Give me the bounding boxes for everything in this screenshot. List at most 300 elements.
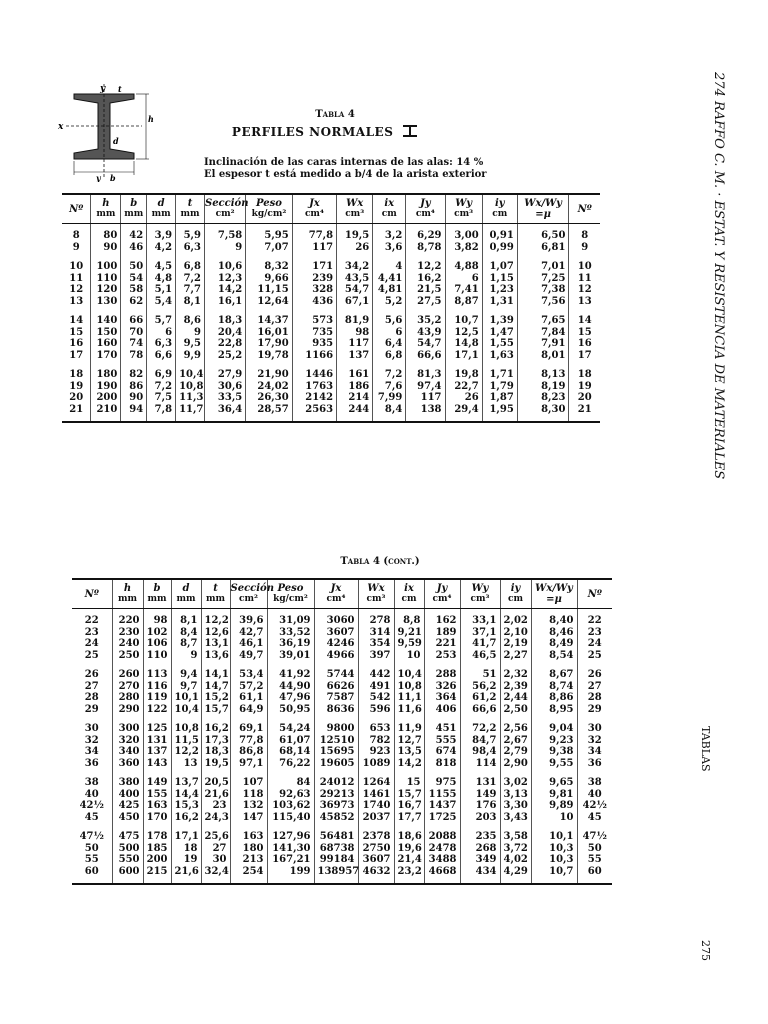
spacer-cell [176,361,205,369]
spacer-cell [482,361,517,369]
table-cell: 320 [112,735,143,747]
table-cell: 8,49 [531,638,577,650]
table-cell: 542 [358,692,394,704]
table-cell: 397 [358,650,394,662]
table1-caption: Tabla 4 [315,109,355,120]
table-cell: 36,4 [204,404,245,423]
table-cell: 69,1 [230,723,267,735]
spacer-cell [204,361,245,369]
spacer-cell [531,715,577,723]
table-cell: 74 [121,338,147,350]
spacer-cell [314,823,358,831]
column-header [230,579,275,609]
table-cell: 240 [112,638,143,650]
table-cell: 14,1 [201,669,230,681]
table-cell: 170 [91,350,121,362]
table-cell: 102 [143,627,171,639]
table-cell: 9,66 [246,273,292,285]
table-row [72,627,612,639]
table1-title [225,124,425,139]
table-cell: 28 [72,692,112,704]
spacer-cell [373,307,406,315]
table-cell: 58 [121,284,147,296]
table-cell: 127,96 [267,831,314,843]
table-cell: 13 [62,296,91,308]
table1-title-text: PERFILES NORMALES [231,125,394,139]
table-cell: 573 [292,315,336,327]
table-cell: 4966 [314,650,358,662]
table-cell: 16,7 [394,800,424,812]
table-cell: 107 [230,777,267,789]
table-cell: 214 [337,392,373,404]
table-cell: 1,95 [482,404,517,423]
table-cell: 1,47 [482,327,517,339]
table-cell: 2,67 [500,735,531,747]
table-cell: 42½ [582,800,607,811]
table-cell: 6,9 [147,369,176,381]
table-cell: 180 [230,843,267,855]
column-header [577,579,612,609]
table-cell: 12,3 [204,273,245,285]
spacer-cell [112,715,143,723]
table-cell: 33,52 [267,627,314,639]
table1-note-line1: Inclinación de las caras internas de las alas: 14 % [204,157,484,168]
table-cell: 19 [62,381,91,393]
spacer-cell [176,253,205,261]
table-cell: 354 [358,638,394,650]
table-cell: 4 [373,261,406,273]
table-cell: 32 [72,735,112,747]
table-cell: 5,2 [373,296,406,308]
table-cell: 7,8 [147,404,176,423]
table-cell: 176 [460,800,500,812]
spacer-cell [201,769,230,777]
table-cell: 186 [337,381,373,393]
table-cell: 8,1 [176,296,205,308]
table-cell: 117 [292,242,336,254]
table-cell: 8,4 [373,404,406,423]
table-cell: 40 [72,789,112,801]
spacer-cell [460,769,500,777]
column-header-unit: cm [401,594,417,604]
table-cell: 6,6 [147,350,176,362]
column-header [201,579,230,609]
table-cell: 8,19 [517,381,569,393]
table-cell: 10,8 [176,381,205,393]
column-header-label: b [153,583,161,594]
column-header-unit: mm [205,594,226,604]
column-header-unit: cm² [215,209,235,219]
table-cell: 35,2 [406,315,445,327]
table-cell: 10,3 [531,843,577,855]
table-cell: 17,1 [171,831,201,843]
spacer-cell [531,769,577,777]
column-header-unit: mm [151,209,171,219]
spacer-cell [460,823,500,831]
column-header-label: Wy [471,583,489,594]
column-header-label: iy [494,198,505,209]
table-cell: 23,2 [394,866,424,885]
column-header [500,579,531,609]
table-cell: 3488 [424,854,460,866]
table-cell: 3060 [314,609,358,627]
table-cell: 9,59 [394,638,424,650]
table-cell: 147 [230,812,267,824]
table-cell: 138957 [314,866,358,885]
table-cell: 15,7 [394,789,424,801]
table-cell: 25,2 [204,350,245,362]
table-cell: 19 [171,854,201,866]
table-row [72,735,612,747]
diagram-label-d: d [113,136,119,146]
table-cell: 13,7 [171,777,201,789]
page-number: 275 [699,940,712,961]
table-row [72,638,612,650]
table-cell: 90 [121,392,147,404]
column-header-unit: cm [507,594,523,604]
column-header-unit: kg/cm² [251,209,287,219]
column-header [482,194,517,224]
table-cell: 7,25 [517,273,569,285]
table-cell: 210 [91,404,121,423]
column-header-label: b [130,198,138,209]
table-cell: 10 [531,812,577,824]
table-row [72,746,612,758]
table-cell: 42,7 [230,627,267,639]
table-cell: 16,2 [406,273,445,285]
table-cell: 12,6 [201,627,230,639]
table-cell: 9 [204,242,245,254]
table-cell: 12 [577,284,592,295]
column-header-unit: cm [492,209,508,219]
table-cell: 100 [91,261,121,273]
table-cell: 21,6 [171,866,201,885]
table-cell: 149 [143,777,171,789]
table-cell: 15,3 [171,800,201,812]
table-cell: 213 [230,854,267,866]
spacer-cell [424,715,460,723]
table-cell: 1,71 [482,369,517,381]
spacer-cell [230,769,267,777]
table-cell: 451 [424,723,460,735]
table-cell: 103,62 [267,800,314,812]
table-cell: 162 [424,609,460,627]
column-header [112,579,143,609]
table-cell: 98 [143,609,171,627]
spacer-cell [171,715,201,723]
table-cell: 46 [121,242,147,254]
column-header-label: Nº [587,588,602,600]
table-cell: 7587 [314,692,358,704]
table-cell: 2,39 [500,681,531,693]
table1-note-line2: El espesor t está medido a b/4 de la arista exterior [204,169,487,180]
column-header-unit: cm³ [470,594,490,604]
table-cell: 9,7 [171,681,201,693]
table-cell: 2,50 [500,704,531,716]
table-cell: 45 [587,811,602,823]
table-cell: 132 [230,800,267,812]
column-header-label: Sección [204,198,249,209]
spacer-cell [91,307,121,315]
table-cell: 11,5 [171,735,201,747]
column-header-label: Jy [420,198,431,209]
table-cell: 425 [112,800,143,812]
table-cell: 3,00 [445,224,482,242]
table-cell: 400 [112,789,143,801]
table-row [72,758,612,770]
table-cell: 25,6 [201,831,230,843]
table-cell: 55 [72,854,112,866]
column-header [424,579,460,609]
spacer-cell [143,661,171,669]
table-cell: 33,5 [204,392,245,404]
spacer-cell [292,361,336,369]
table-cell: 9,81 [531,789,577,801]
table-cell: 1,31 [482,296,517,308]
spacer-cell [72,823,112,831]
table-cell: 24,3 [201,812,230,824]
table-cell: 935 [292,338,336,350]
column-header [62,194,91,224]
table-cell: 9,38 [531,746,577,758]
table-cell: 2,90 [500,758,531,770]
table-cell: 42 [121,224,147,242]
profiles-table-2 [72,578,612,885]
table-cell: 7,38 [517,284,569,296]
table-cell: 118 [230,789,267,801]
diagram-label-y-top: y [100,84,106,94]
spacer-cell [424,823,460,831]
table-cell: 1,23 [482,284,517,296]
spacer-cell [517,253,569,261]
column-header-unit: mm [147,594,167,604]
table-cell: 54,24 [267,723,314,735]
spacer-cell [373,361,406,369]
table-cell: 84,7 [460,735,500,747]
table-cell: 55 [587,854,602,865]
column-header [121,194,147,224]
table-cell: 2,27 [500,650,531,662]
table-cell: 66 [121,315,147,327]
table-row [72,812,612,824]
table-cell: 9,5 [176,338,205,350]
column-header-label: d [157,198,165,209]
spacer-cell [531,823,577,831]
table-cell: 7,5 [147,392,176,404]
spacer-cell [358,661,394,669]
table-cell: 12,2 [406,261,445,273]
table-cell: 50,95 [267,704,314,716]
table-cell: 4,2 [147,242,176,254]
table-cell: 131 [460,777,500,789]
table-row [62,224,600,242]
table-cell: 116 [143,681,171,693]
table-cell: 220 [112,609,143,627]
spacer-cell [406,307,445,315]
table-cell: 0,91 [482,224,517,242]
table-cell: 818 [424,758,460,770]
spacer-cell [373,253,406,261]
table-cell: 1089 [358,758,394,770]
table-cell: 21 [62,404,91,423]
table-cell: 106 [143,638,171,650]
table-cell: 8,23 [517,392,569,404]
spacer-cell [72,715,112,723]
spacer-cell [201,661,230,669]
table-cell: 21,4 [394,854,424,866]
table-cell: 16,2 [201,723,230,735]
table-cell: 9 [176,327,205,339]
table-cell: 23 [72,627,112,639]
table-cell: 138 [406,404,445,423]
column-header [267,579,314,609]
table-cell: 11 [577,272,592,284]
table-row [62,338,600,350]
table-cell: 11,9 [394,723,424,735]
profiles-table-1 [62,193,600,423]
table-cell: 600 [112,866,143,885]
spacer-cell [62,307,91,315]
table-cell: 38 [72,777,112,789]
table-cell: 326 [424,681,460,693]
table-cell: 16,1 [204,296,245,308]
table-cell: 27,5 [406,296,445,308]
table-cell: 7,58 [204,224,245,242]
table-cell: 20 [62,392,91,404]
table-cell: 150 [91,327,121,339]
table-cell: 67,1 [337,296,373,308]
table-cell: 163 [230,831,267,843]
table-cell: 16,2 [171,812,201,824]
table-cell: 6,50 [517,224,569,242]
table-cell: 68738 [314,843,358,855]
table-cell: 17 [577,349,592,361]
table-row [62,261,600,273]
table-cell: 60 [72,866,112,885]
table-cell: 12,7 [394,735,424,747]
table-cell: 53,4 [230,669,267,681]
spacer-cell [204,253,245,261]
table-cell: 7,99 [373,392,406,404]
column-header-label: iy [510,583,521,594]
table-cell: 14,2 [394,758,424,770]
table-cell: 17,1 [445,350,482,362]
table-cell: 8,4 [171,627,201,639]
spacer-cell [314,769,358,777]
group-spacer [72,661,612,669]
spacer-cell [230,715,267,723]
table-cell: 3,9 [147,224,176,242]
spacer-cell [62,253,91,261]
table-cell: 23 [201,800,230,812]
table-cell: 16,01 [246,327,292,339]
table-cell: 10,8 [171,723,201,735]
table-cell: 9,89 [531,800,577,812]
diagram-label-y-bottom: y [96,173,101,182]
table-cell: 2,56 [500,723,531,735]
table-cell: 9,21 [394,627,424,639]
table-cell: 475 [112,831,143,843]
table-cell: 596 [358,704,394,716]
column-header [358,579,394,609]
spacer-cell [577,661,612,669]
table-cell: 122 [143,704,171,716]
table-cell: 782 [358,735,394,747]
table-cell: 15,7 [201,704,230,716]
column-header [91,194,121,224]
column-header-label: Wy [455,198,473,209]
spacer-cell [577,769,612,777]
table-cell: 6 [147,327,176,339]
table-cell: 12 [62,284,91,296]
table-cell: 18,3 [201,746,230,758]
table-row [62,350,600,362]
column-header-unit: cm⁴ [432,594,452,604]
column-header [569,194,600,224]
table-cell: 7,2 [176,273,205,285]
table-cell: 54 [121,273,147,285]
table-cell: 178 [143,831,171,843]
spacer-cell [91,361,121,369]
table-row [62,327,600,339]
table-cell: 36,19 [267,638,314,650]
table-row [62,315,600,327]
table-cell: 8,87 [445,296,482,308]
table-cell: 26 [337,242,373,254]
table-cell: 149 [460,789,500,801]
table-cell: 200 [91,392,121,404]
table-cell: 81,3 [406,369,445,381]
table-cell: 21,6 [201,789,230,801]
running-header: 274 RAFFO C. M. · ESTAT. Y RESISTENCIA DE MATERIALES [711,72,726,480]
table-cell: 5744 [314,669,358,681]
table-cell: 10,1 [171,692,201,704]
table-cell: 8 [581,230,589,241]
column-header-unit: mm [176,594,196,604]
table-cell: 3,13 [500,789,531,801]
table-cell: 9,55 [531,758,577,770]
table-cell: 10,1 [531,831,577,843]
column-header-label: Peso [256,198,282,209]
table-cell: 18,3 [204,315,245,327]
table-cell: 32,4 [201,866,230,885]
table-cell: 4246 [314,638,358,650]
table-cell: 37,1 [460,627,500,639]
table-cell: 18 [62,369,91,381]
spacer-cell [517,361,569,369]
table-cell: 160 [91,338,121,350]
table-cell: 25 [72,650,112,662]
table-cell: 2478 [424,843,460,855]
spacer-cell [143,715,171,723]
table-cell: 30 [587,723,602,734]
table-cell: 6,81 [517,242,569,254]
table-row [72,777,612,789]
spacer-cell [406,361,445,369]
spacer-cell [569,361,600,369]
table-row [72,704,612,716]
table-cell: 33,1 [460,609,500,627]
column-header [531,579,577,609]
table-cell: 4,8 [147,273,176,285]
table-cell: 13,5 [394,746,424,758]
table-cell: 15,2 [201,692,230,704]
column-header-label: d [182,583,190,594]
table-cell: 1437 [424,800,460,812]
table-cell: 2750 [358,843,394,855]
table-cell: 180 [91,369,121,381]
table-row [72,669,612,681]
